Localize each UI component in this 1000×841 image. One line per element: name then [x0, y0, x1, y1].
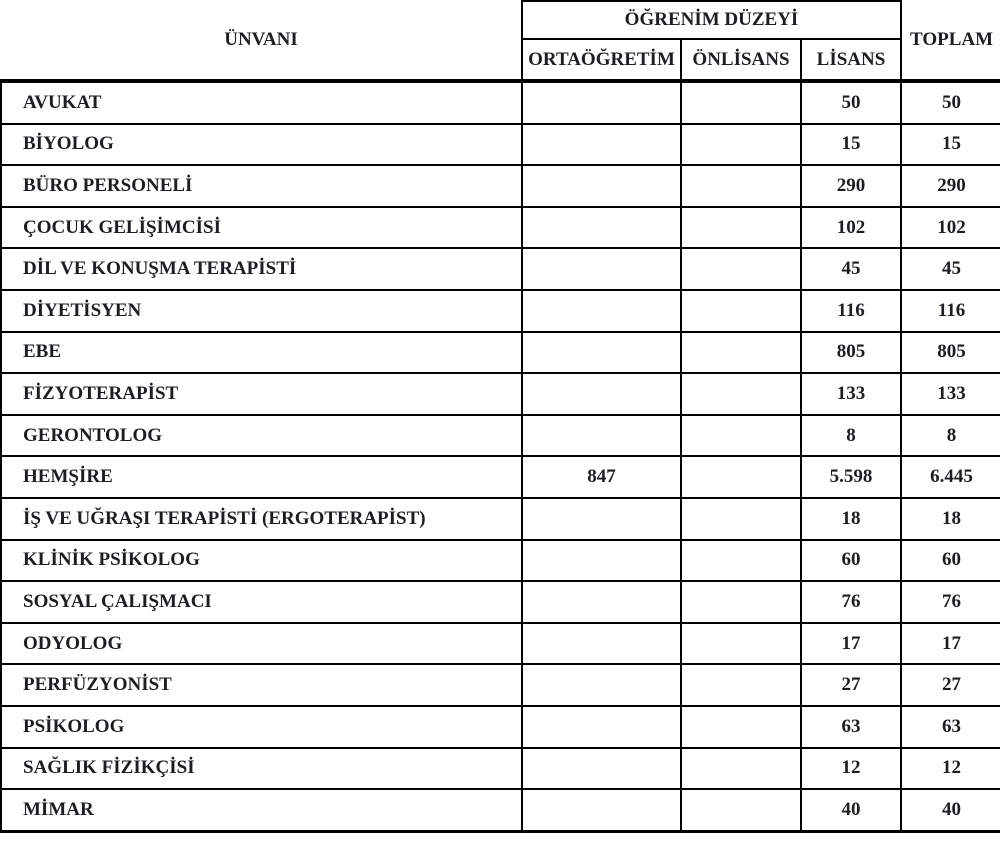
- cell-lisans: 76: [801, 581, 901, 623]
- cell-lisans: 12: [801, 748, 901, 790]
- column-header-toplam: TOPLAM: [901, 1, 1000, 81]
- cell-ortaogretim: [522, 540, 681, 582]
- cell-toplam: 18: [901, 498, 1000, 540]
- cell-lisans: 15: [801, 124, 901, 166]
- cell-ortaogretim: [522, 706, 681, 748]
- cell-onlisans: [681, 789, 801, 831]
- cell-lisans: 18: [801, 498, 901, 540]
- cell-toplam: 76: [901, 581, 1000, 623]
- cell-lisans: 45: [801, 248, 901, 290]
- column-header-onlisans: ÖNLİSANS: [681, 39, 801, 81]
- column-header-ortaogretim: ORTAÖĞRETİM: [522, 39, 681, 81]
- cell-lisans: 133: [801, 373, 901, 415]
- cell-lisans: 50: [801, 81, 901, 124]
- table-row: [1, 373, 1000, 415]
- cell-lisans: 60: [801, 540, 901, 582]
- cell-ortaogretim: [522, 498, 681, 540]
- cell-onlisans: [681, 124, 801, 166]
- cell-unvani: SAĞLIK FİZİKÇİSİ: [1, 748, 522, 790]
- cell-lisans: 805: [801, 332, 901, 374]
- table-row: [1, 540, 1000, 582]
- cell-toplam: 805: [901, 332, 1000, 374]
- cell-ortaogretim: [522, 290, 681, 332]
- cell-toplam: 17: [901, 623, 1000, 665]
- cell-toplam: 15: [901, 124, 1000, 166]
- cell-toplam: 60: [901, 540, 1000, 582]
- cell-unvani: ODYOLOG: [1, 623, 522, 665]
- cell-lisans: 5.598: [801, 456, 901, 498]
- table-row: [1, 81, 1000, 124]
- cell-unvani: AVUKAT: [1, 81, 522, 124]
- cell-ortaogretim: [522, 81, 681, 124]
- cell-onlisans: [681, 456, 801, 498]
- cell-unvani: BÜRO PERSONELİ: [1, 165, 522, 207]
- column-group-header-ogrenim-duzeyi: ÖĞRENİM DÜZEYİ: [522, 1, 901, 39]
- cell-unvani: ÇOCUK GELİŞİMCİSİ: [1, 207, 522, 249]
- cell-unvani: DİYETİSYEN: [1, 290, 522, 332]
- cell-unvani: KLİNİK PSİKOLOG: [1, 540, 522, 582]
- cell-onlisans: [681, 664, 801, 706]
- cell-lisans: 8: [801, 415, 901, 457]
- cell-unvani: GERONTOLOG: [1, 415, 522, 457]
- cell-ortaogretim: [522, 332, 681, 374]
- cell-ortaogretim: [522, 248, 681, 290]
- cell-lisans: 17: [801, 623, 901, 665]
- table-row: [1, 165, 1000, 207]
- cell-onlisans: [681, 498, 801, 540]
- table-row: [1, 581, 1000, 623]
- cell-unvani: SOSYAL ÇALIŞMACI: [1, 581, 522, 623]
- cell-lisans: 40: [801, 789, 901, 831]
- cell-unvani: HEMŞİRE: [1, 456, 522, 498]
- cell-toplam: 63: [901, 706, 1000, 748]
- table-header: [1, 1, 1000, 81]
- cell-toplam: 27: [901, 664, 1000, 706]
- table-row: [1, 706, 1000, 748]
- cell-unvani: EBE: [1, 332, 522, 374]
- cell-lisans: 290: [801, 165, 901, 207]
- cell-onlisans: [681, 623, 801, 665]
- cell-toplam: 45: [901, 248, 1000, 290]
- cell-toplam: 102: [901, 207, 1000, 249]
- cell-onlisans: [681, 706, 801, 748]
- cell-unvani: İŞ VE UĞRAŞI TERAPİSTİ (ERGOTERAPİST): [1, 498, 522, 540]
- cell-lisans: 63: [801, 706, 901, 748]
- cell-ortaogretim: [522, 124, 681, 166]
- cell-toplam: 12: [901, 748, 1000, 790]
- table-row: [1, 664, 1000, 706]
- cell-unvani: PSİKOLOG: [1, 706, 522, 748]
- cell-ortaogretim: [522, 207, 681, 249]
- table-row: [1, 248, 1000, 290]
- table-body: [1, 81, 1000, 831]
- cell-onlisans: [681, 332, 801, 374]
- column-header-lisans: LİSANS: [801, 39, 901, 81]
- table-row: [1, 748, 1000, 790]
- cell-onlisans: [681, 415, 801, 457]
- cell-onlisans: [681, 540, 801, 582]
- cell-toplam: 290: [901, 165, 1000, 207]
- cell-ortaogretim: [522, 373, 681, 415]
- cell-ortaogretim: 847: [522, 456, 681, 498]
- table-row: [1, 498, 1000, 540]
- cell-ortaogretim: [522, 664, 681, 706]
- table-row: [1, 124, 1000, 166]
- table-row: [1, 332, 1000, 374]
- cell-unvani: DİL VE KONUŞMA TERAPİSTİ: [1, 248, 522, 290]
- header-row-group: [1, 1, 1000, 39]
- cell-lisans: 27: [801, 664, 901, 706]
- cell-unvani: BİYOLOG: [1, 124, 522, 166]
- cell-onlisans: [681, 748, 801, 790]
- cell-toplam: 6.445: [901, 456, 1000, 498]
- column-header-unvani: ÜNVANI: [1, 1, 522, 81]
- cell-onlisans: [681, 290, 801, 332]
- cell-onlisans: [681, 581, 801, 623]
- cell-onlisans: [681, 165, 801, 207]
- cell-toplam: 116: [901, 290, 1000, 332]
- cell-ortaogretim: [522, 748, 681, 790]
- table-row: [1, 207, 1000, 249]
- table-row: [1, 789, 1000, 831]
- table-row: [1, 290, 1000, 332]
- cell-toplam: 133: [901, 373, 1000, 415]
- cell-onlisans: [681, 207, 801, 249]
- cell-ortaogretim: [522, 165, 681, 207]
- cell-toplam: 40: [901, 789, 1000, 831]
- cell-unvani: FİZYOTERAPİST: [1, 373, 522, 415]
- cell-toplam: 8: [901, 415, 1000, 457]
- table-row: [1, 456, 1000, 498]
- cell-ortaogretim: [522, 623, 681, 665]
- table-row: [1, 623, 1000, 665]
- cell-onlisans: [681, 248, 801, 290]
- cell-ortaogretim: [522, 415, 681, 457]
- cell-ortaogretim: [522, 581, 681, 623]
- cell-lisans: 116: [801, 290, 901, 332]
- cell-unvani: MİMAR: [1, 789, 522, 831]
- table-row: [1, 415, 1000, 457]
- cell-unvani: PERFÜZYONİST: [1, 664, 522, 706]
- cell-toplam: 50: [901, 81, 1000, 124]
- cell-ortaogretim: [522, 789, 681, 831]
- cell-lisans: 102: [801, 207, 901, 249]
- cell-onlisans: [681, 81, 801, 124]
- cell-onlisans: [681, 373, 801, 415]
